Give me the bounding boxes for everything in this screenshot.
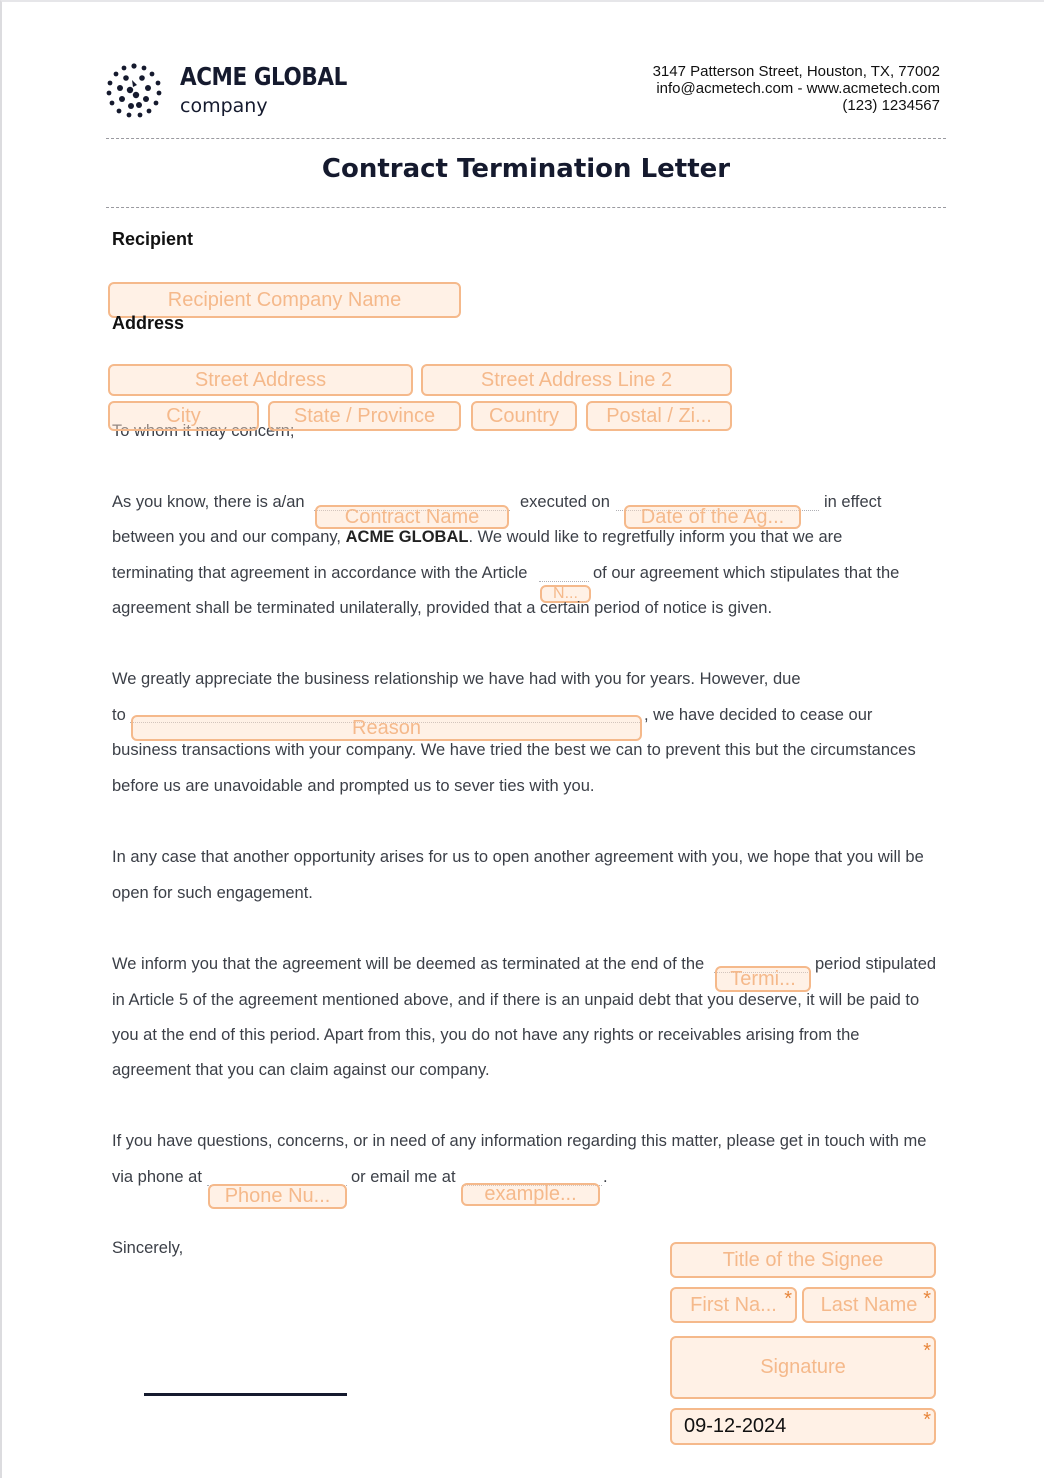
recipient-label: Recipient <box>112 229 194 249</box>
signee-title-field[interactable]: Title of the Signee <box>670 1242 936 1278</box>
contract-name-field[interactable]: Contract Name <box>315 505 509 529</box>
paragraph-text: to <box>112 706 126 724</box>
paragraph-text: via phone at <box>112 1168 202 1186</box>
recipient-company-field[interactable]: Recipient Company Name <box>108 282 461 318</box>
phone-line: (123) 1234567 <box>842 97 940 114</box>
paragraph-text: open for such engagement. <box>112 884 313 902</box>
first-name-field[interactable] <box>670 1287 797 1323</box>
paragraph-span: between you and our company, <box>112 528 342 546</box>
contact-block <box>653 63 940 114</box>
paragraph-text: period stipulated <box>815 955 937 973</box>
divider <box>106 138 946 139</box>
paragraph-text: executed on <box>520 493 610 511</box>
paragraph-text: , we have decided to cease our <box>644 706 873 724</box>
address-label: Address <box>112 313 185 333</box>
reason-field[interactable]: Reason <box>131 715 642 741</box>
state-field[interactable]: State / Province <box>268 401 461 431</box>
paragraph-text: in effect <box>824 493 882 511</box>
brand-name: ACME GLOBAL <box>180 62 347 91</box>
paragraph-text: agreement shall be terminated unilaterally, provided that a certain period of notice is given. <box>112 599 773 617</box>
paragraph-text: We greatly appreciate the business relationship we have had with you for years. However, due <box>112 670 801 688</box>
paragraph-text: . <box>603 1168 608 1186</box>
street-address-field[interactable]: Street Address <box>108 364 413 396</box>
blank-line <box>539 581 589 582</box>
paragraph-text: before us are unavoidable and prompted us to sever ties with you. <box>112 777 595 795</box>
required-mark: * <box>923 1288 931 1310</box>
address-line: 3147 Patterson Street, Houston, TX, 77002 <box>652 63 940 80</box>
country-field[interactable]: Country <box>471 401 577 431</box>
paragraph-text: terminating that agreement in accordance with the Article <box>112 564 528 582</box>
paragraph-text: business transactions with your company. We have tried the best we can to prevent this but the circumstances <box>112 741 916 759</box>
required-mark: * <box>923 1409 931 1431</box>
paragraph-text: agreement that you can claim against our company. <box>112 1061 490 1079</box>
paragraph-text: We inform you that the agreement will be deemed as terminated at the end of the <box>112 955 705 973</box>
postal-field[interactable]: Postal / Zi... <box>586 401 732 431</box>
signature-field[interactable] <box>670 1336 936 1399</box>
first-name-placeholder: First Na... <box>690 1293 777 1316</box>
phone-field[interactable]: Phone Nu... <box>208 1184 347 1209</box>
required-mark: * <box>784 1288 792 1310</box>
company-logo-icon <box>104 60 164 120</box>
paragraph-text: you at the end of this period. Apart from this, you do not have any rights or receivables arising from the <box>112 1026 860 1044</box>
divider <box>106 207 946 208</box>
paragraph-text: As you know, there is a/an <box>112 493 305 511</box>
brand-subtitle: company <box>180 95 268 117</box>
company-name-bold: ACME GLOBAL <box>345 528 469 546</box>
paragraph-text: of our agreement which stipulates that the <box>593 564 900 582</box>
signature-placeholder: Signature <box>760 1356 846 1378</box>
street-address-2-field[interactable]: Street Address Line 2 <box>421 364 732 396</box>
closing-text: Sincerely, <box>112 1239 184 1257</box>
paragraph-text: in Article 5 of the agreement mentioned above, and if there is an unpaid debt that you deserve, it will be paid to <box>112 991 920 1009</box>
city-field[interactable]: City <box>108 401 259 431</box>
paragraph-text <box>112 528 842 547</box>
contact-line: info@acmetech.com - www.acmetech.com <box>656 80 940 97</box>
email-field[interactable]: example... <box>461 1183 600 1206</box>
last-name-field[interactable] <box>802 1287 936 1323</box>
agreement-date-field[interactable]: Date of the Ag... <box>624 505 801 529</box>
last-name-placeholder: Last Name <box>820 1293 918 1316</box>
signature-line <box>144 1393 347 1396</box>
termination-period-field[interactable]: Termi... <box>715 966 811 992</box>
paragraph-text: or email me at <box>351 1168 456 1186</box>
required-mark: * <box>923 1340 931 1362</box>
paragraph-text: If you have questions, concerns, or in need of any information regarding this matter, please get in touch with me <box>112 1132 927 1150</box>
paragraph-text: In any case that another opportunity arises for us to open another agreement with you, we hope that you will be <box>112 848 924 866</box>
date-value: 09-12-2024 <box>684 1415 787 1437</box>
greeting: To whom it may concern; <box>112 422 295 440</box>
paragraph-span: . We would like to regretfully inform you that we are <box>468 528 843 546</box>
page-title: Contract Termination Letter <box>321 154 731 184</box>
date-field[interactable] <box>670 1408 936 1445</box>
article-number-field[interactable]: N... <box>540 585 591 603</box>
